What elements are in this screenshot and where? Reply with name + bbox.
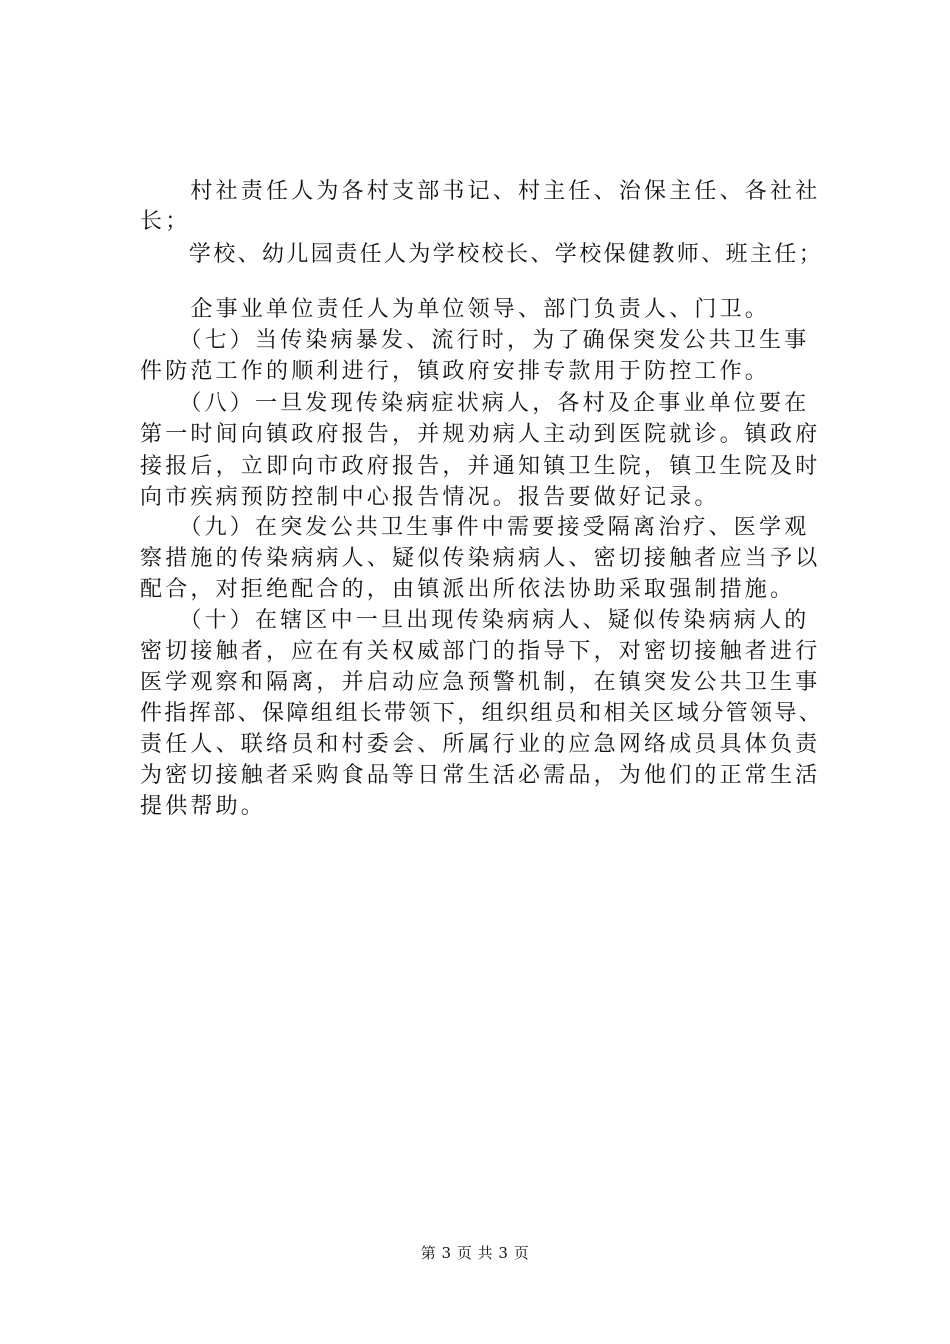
paragraph-line: 企事业单位责任人为单位领导、部门负责人、门卫。	[140, 297, 771, 322]
paragraph-line: 学校、幼儿园责任人为学校校长、学校保健教师、班主任；	[140, 242, 824, 267]
paragraph-line: 长；	[140, 209, 191, 234]
paragraph-line: 责任人、联络员和村委会、所属行业的应急网络成员具体负责	[140, 732, 821, 757]
paragraph-line: 提供帮助。	[140, 794, 267, 819]
paragraph-line: 村社责任人为各村支部书记、村主任、治保主任、各社社	[140, 179, 821, 204]
paragraph-line: 件指挥部、保障组组长带领下，组织组员和相关区域分管领导、	[140, 701, 824, 726]
paragraph-line: 件防范工作的顺利进行，镇政府安排专款用于防控工作。	[140, 359, 771, 384]
paragraph-line: （七）当传染病暴发、流行时，为了确保突发公共卫生事	[140, 328, 810, 353]
paragraph-line: 接报后，立即向市政府报告，并通知镇卫生院，镇卫生院及时	[140, 454, 821, 479]
paragraph-line: 察措施的传染病病人、疑似传染病病人、密切接触者应当予以	[140, 546, 821, 571]
paragraph-line: 配合，对拒绝配合的，由镇派出所依法协助采取强制措施。	[140, 577, 796, 602]
paragraph-line: （十）在辖区中一旦出现传染病病人、疑似传染病病人的	[140, 608, 810, 633]
paragraph-line: （八）一旦发现传染病症状病人，各村及企事业单位要在	[140, 391, 810, 416]
paragraph-line: （九）在突发公共卫生事件中需要接受隔离治疗、医学观	[140, 515, 810, 540]
paragraph-line: 为密切接触者采购食品等日常生活必需品，为他们的正常生活	[140, 763, 821, 788]
paragraph-line: 第一时间向镇政府报告，并规劝病人主动到医院就诊。镇政府	[140, 422, 821, 447]
paragraph-line: 医学观察和隔离，并启动应急预警机制，在镇突发公共卫生事	[140, 670, 821, 695]
paragraph-line: 密切接触者，应在有关权威部门的指导下，对密切接触者进行	[140, 639, 821, 664]
page-number-footer: 第 3 页 共 3 页	[420, 1244, 530, 1262]
paragraph-line: 向市疾病预防控制中心报告情况。报告要做好记录。	[140, 485, 720, 510]
